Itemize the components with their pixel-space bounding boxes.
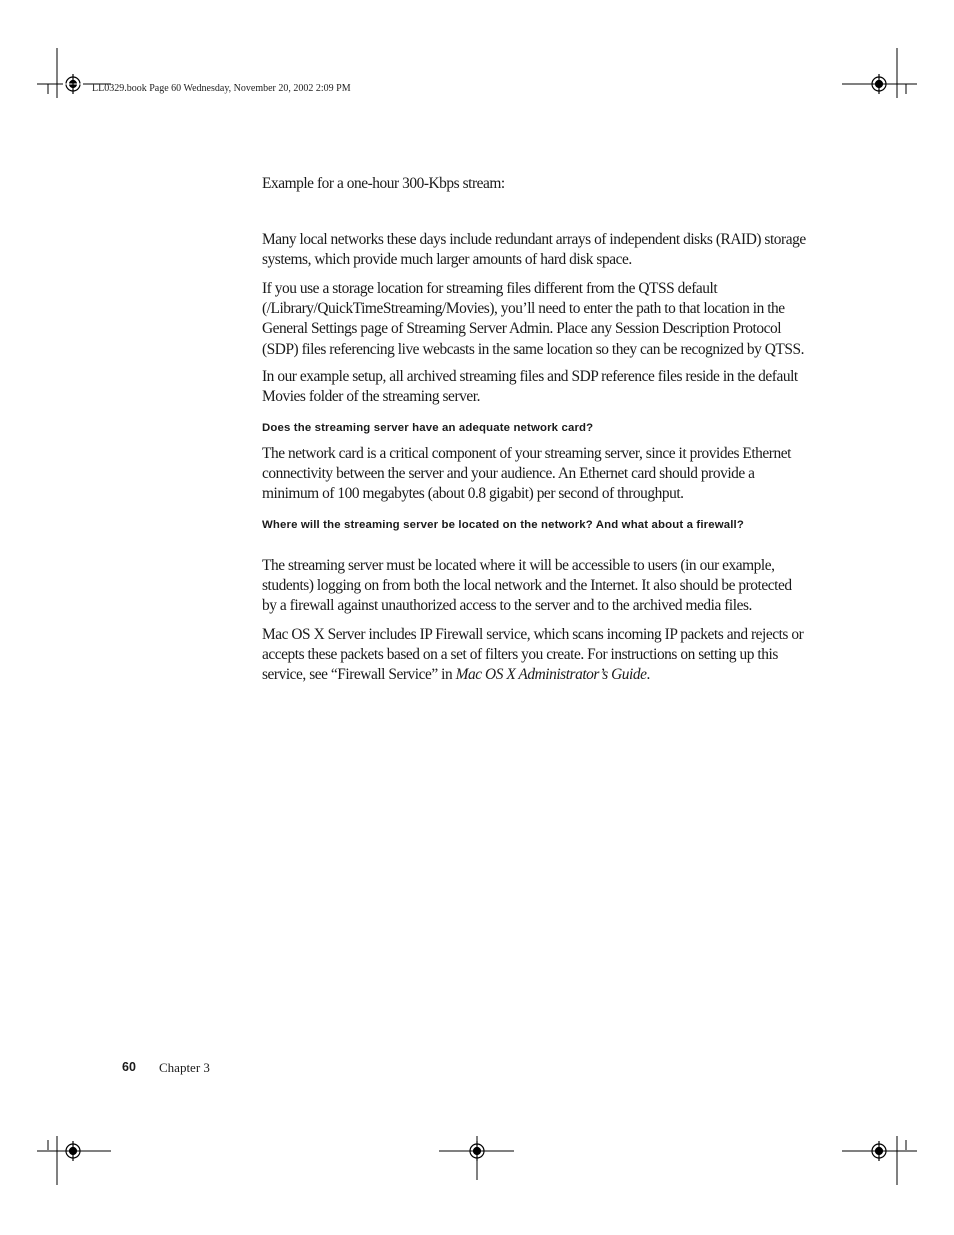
- chapter-label: Chapter 3: [159, 1060, 210, 1075]
- firewall-text-end: .: [646, 666, 650, 684]
- paragraph-firewall: [262, 625, 807, 686]
- registration-mark-icon: [63, 74, 83, 94]
- heading-network-card: Does the streaming server have an adequate network card?: [262, 422, 594, 434]
- print-slug: LL0329.book Page 60 Wednesday, November 20, 2002 2:09 PM: [92, 83, 351, 94]
- paragraph-server-location: The streaming server must be located where it will be accessible to users (in our example, students) logging on from both the local network and the Internet. It also should be protected by a firewall against unauthorized access to the server and to the archived media files.: [262, 557, 792, 615]
- example-line: Example for a one-hour 300-Kbps stream:: [262, 175, 505, 192]
- guide-title: Mac OS X Administrator’s Guide: [455, 666, 647, 684]
- paragraph-storage-location: If you use a storage location for streaming files different from the QTSS default (/Library/QuickTimeStreaming/Movies), you’ll need to enter the path to that location in the General Settings page of Streaming Server Admin. Place any Session Description Protocol (SDP) files referencing live webcasts in the same location so they can be recognized by QTSS.: [262, 280, 804, 358]
- page-number: 60: [122, 1060, 136, 1074]
- heading-server-location: Where will the streaming server be located on the network? And what about a firewall?: [262, 519, 744, 531]
- paragraph-example-setup: In our example setup, all archived streaming files and SDP reference files reside in the default Movies folder of the streaming server.: [262, 368, 798, 406]
- paragraph-network-card: The network card is a critical component of your streaming server, since it provides Ethernet connectivity between the server and your audience. An Ethernet card should provide a minimum of 100 megabytes (about 0.8 gigabit) per second of throughput.: [262, 445, 791, 503]
- paragraph-raid: Many local networks these days include redundant arrays of independent disks (RAID) storage systems, which provide much larger amounts of hard disk space.: [262, 231, 806, 269]
- firewall-text: Mac OS X Server includes IP Firewall service, which scans incoming IP packets and rejects or accepts these packets based on a set of filters you create. For instructions on setting up this service, see “Firewall Service” in: [262, 626, 804, 684]
